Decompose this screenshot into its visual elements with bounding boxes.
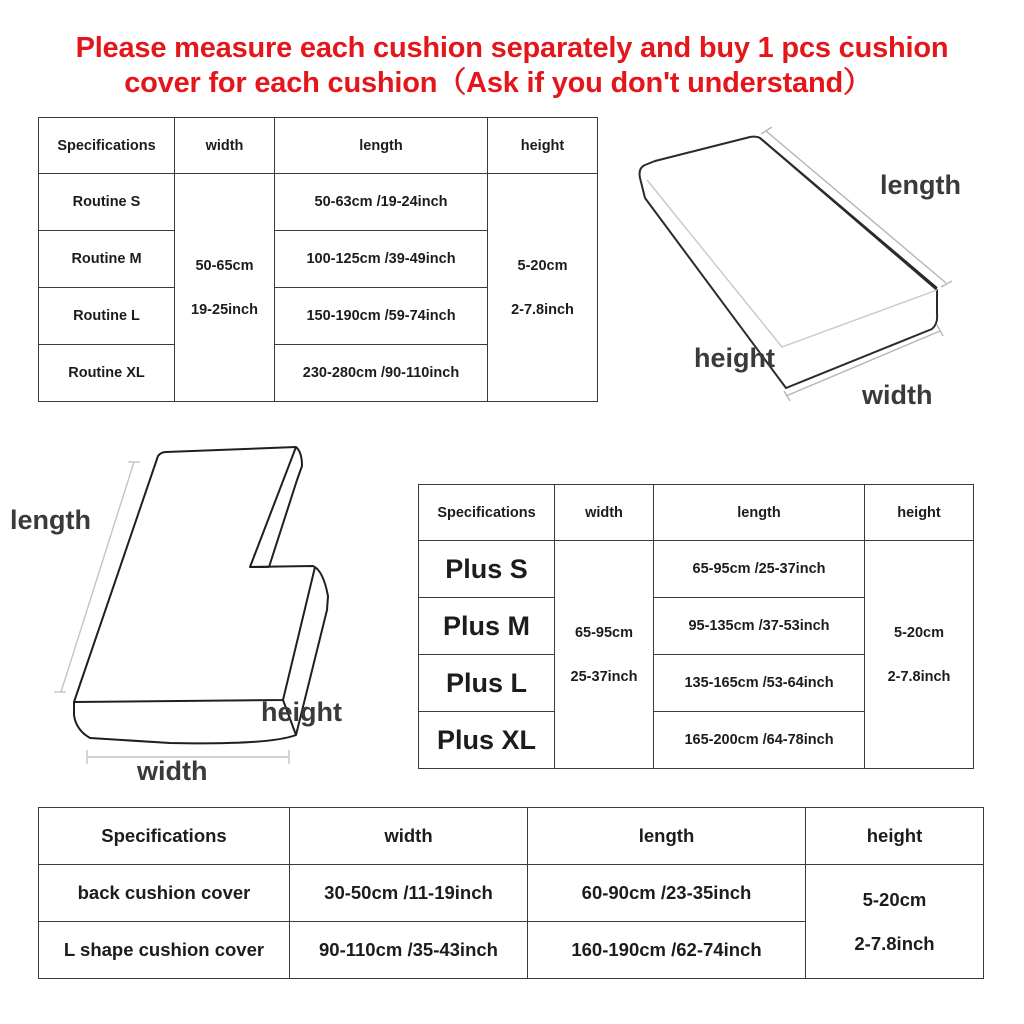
width-value: 90-110cm /35-43inch [290,922,528,979]
plus-size-table [418,484,974,769]
length-value: 60-90cm /23-35inch [528,865,806,922]
length-value: 50-63cm /19-24inch [275,174,488,231]
header-height: height [488,118,598,174]
header-length: length [275,118,488,174]
table-header-row [39,118,598,174]
spec-name: Routine M [39,231,175,288]
width-inch: 19-25inch [191,301,258,318]
table-header-row [39,808,984,865]
spec-name: Plus S [419,541,555,598]
length-value: 65-95cm /25-37inch [654,541,865,598]
instruction-title-line-2: cover for each cushion（Ask if you don't understand） [124,67,872,99]
length-value: 160-190cm /62-74inch [528,922,806,979]
height-cm: 5-20cm [894,624,944,641]
header-specifications: Specifications [419,485,555,541]
rect-length-label: length [880,170,961,200]
l-length-label: length [10,505,91,535]
width-cm: 65-95cm [574,624,634,641]
length-value: 135-165cm /53-64inch [654,655,865,712]
spec-name: Plus M [419,598,555,655]
spec-name: Routine S [39,174,175,231]
width-cm: 50-65cm [195,257,254,274]
l-shaped-cushion-diagram [0,0,1,1]
table-row [39,174,598,231]
header-height: height [865,485,974,541]
header-length: length [528,808,806,865]
header-width: width [555,485,654,541]
width-value [175,174,275,402]
width-value [555,541,654,769]
spec-name: Plus L [419,655,555,712]
spec-name: Routine L [39,288,175,345]
table-row [39,865,984,922]
header-width: width [175,118,275,174]
instruction-title-line-1: Please measure each cushion separately and buy 1 pcs cushion [75,32,949,64]
height-cm: 5-20cm [862,888,927,910]
height-cm: 5-20cm [517,257,568,274]
table-header-row [419,485,974,541]
l-height-label: height [261,697,342,727]
header-width: width [290,808,528,865]
spec-name: Routine XL [39,345,175,402]
l-width-label: width [137,756,208,786]
table-row [419,541,974,598]
length-value: 100-125cm /39-49inch [275,231,488,288]
cushion-cover-table [38,807,984,979]
width-value: 30-50cm /11-19inch [290,865,528,922]
height-inch: 2-7.8inch [511,301,574,318]
rect-height-label: height [694,343,775,373]
length-value: 95-135cm /37-53inch [654,598,865,655]
length-value: 165-200cm /64-78inch [654,712,865,769]
length-value: 230-280cm /90-110inch [275,345,488,402]
header-specifications: Specifications [39,808,290,865]
header-height: height [806,808,984,865]
width-inch: 25-37inch [570,668,638,685]
height-value [488,174,598,402]
header-length: length [654,485,865,541]
height-value [865,541,974,769]
height-inch: 2-7.8inch [854,932,935,954]
height-value [806,865,984,979]
spec-name: Plus XL [419,712,555,769]
header-specifications: Specifications [39,118,175,174]
rect-width-label: width [862,380,933,410]
spec-name: L shape cushion cover [39,922,290,979]
routine-size-table [38,117,598,402]
spec-name: back cushion cover [39,865,290,922]
length-value: 150-190cm /59-74inch [275,288,488,345]
height-inch: 2-7.8inch [887,668,951,685]
